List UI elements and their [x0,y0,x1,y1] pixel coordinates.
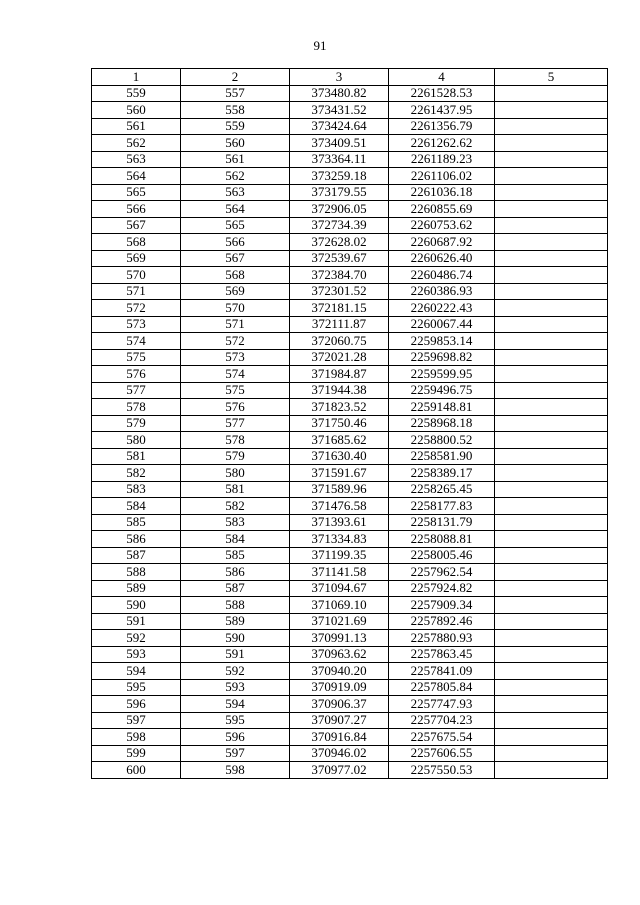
table-cell: 594 [181,696,290,713]
table-cell: 586 [181,564,290,581]
table-cell [495,349,608,366]
table-row [92,696,608,713]
table-cell: 578 [92,399,181,416]
table-cell: 577 [92,382,181,399]
table-cell [495,547,608,564]
table-cell: 582 [92,465,181,482]
table-cell: 569 [181,283,290,300]
table-cell: 371021.69 [290,613,389,630]
table-row [92,613,608,630]
table-row [92,646,608,663]
table-cell: 589 [181,613,290,630]
table-cell: 592 [181,663,290,680]
table-cell: 588 [181,597,290,614]
table-row [92,300,608,317]
table-cell [495,366,608,383]
table-cell: 2257606.55 [389,745,495,762]
table-cell: 2259599.95 [389,366,495,383]
table-cell: 574 [92,333,181,350]
table-cell: 372021.28 [290,349,389,366]
table-row [92,184,608,201]
table-cell: 591 [181,646,290,663]
table-cell: 2260753.62 [389,217,495,234]
table-cell: 371393.61 [290,514,389,531]
table-cell: 371984.87 [290,366,389,383]
table-cell: 591 [92,613,181,630]
table-cell [495,432,608,449]
table-cell: 578 [181,432,290,449]
table-cell: 575 [92,349,181,366]
table-cell [495,630,608,647]
table-cell: 573 [92,316,181,333]
table-cell: 371199.35 [290,547,389,564]
table-cell: 585 [181,547,290,564]
table-row [92,168,608,185]
table-cell: 584 [181,531,290,548]
table-cell [495,646,608,663]
table-cell: 588 [92,564,181,581]
table-row [92,762,608,779]
table-row [92,481,608,498]
table-cell [495,234,608,251]
table-cell: 559 [181,118,290,135]
table-cell: 370907.27 [290,712,389,729]
table-cell: 370940.20 [290,663,389,680]
table-cell: 577 [181,415,290,432]
table-cell: 563 [181,184,290,201]
table-cell: 562 [181,168,290,185]
table-cell [495,399,608,416]
table-cell: 567 [92,217,181,234]
table-cell [495,382,608,399]
table-cell [495,135,608,152]
table-cell: 372539.67 [290,250,389,267]
table-cell: 371334.83 [290,531,389,548]
table-cell: 575 [181,382,290,399]
table-cell [495,267,608,284]
table-cell: 2260855.69 [389,201,495,218]
table-cell: 370963.62 [290,646,389,663]
table-row [92,448,608,465]
table-cell: 371823.52 [290,399,389,416]
table-cell: 2257675.54 [389,729,495,746]
table-cell: 589 [92,580,181,597]
table-cell: 576 [181,399,290,416]
table-cell [495,481,608,498]
table-row [92,316,608,333]
table-cell [495,514,608,531]
table-row [92,415,608,432]
table-cell: 576 [92,366,181,383]
table-cell: 2261437.95 [389,102,495,119]
table-cell: 2261036.18 [389,184,495,201]
table-cell: 571 [92,283,181,300]
table-cell: 372301.52 [290,283,389,300]
table-cell: 373480.82 [290,85,389,102]
table-cell: 558 [181,102,290,119]
table-cell: 586 [92,531,181,548]
table-cell: 573 [181,349,290,366]
table-cell: 593 [181,679,290,696]
table-cell: 570 [181,300,290,317]
table-cell: 595 [181,712,290,729]
table-cell [495,745,608,762]
table-row [92,580,608,597]
table-cell: 574 [181,366,290,383]
table-cell: 2257892.46 [389,613,495,630]
table-row [92,102,608,119]
table-row [92,432,608,449]
table-cell: 581 [181,481,290,498]
table-cell: 2258968.18 [389,415,495,432]
table-cell: 370906.37 [290,696,389,713]
coordinates-table [91,68,608,779]
table-cell: 594 [92,663,181,680]
table-cell: 371094.67 [290,580,389,597]
column-header: 5 [495,69,608,86]
table-cell: 2259148.81 [389,399,495,416]
table-cell: 2261106.02 [389,168,495,185]
table-row [92,679,608,696]
table-cell: 371141.58 [290,564,389,581]
table-cell: 371750.46 [290,415,389,432]
table-cell: 2261262.62 [389,135,495,152]
table-row [92,399,608,416]
table-cell [495,201,608,218]
table-row [92,333,608,350]
table-body [92,85,608,778]
table-cell [495,663,608,680]
table-row [92,217,608,234]
table-cell: 2260067.44 [389,316,495,333]
table-row [92,267,608,284]
table-cell: 373364.11 [290,151,389,168]
table-cell [495,597,608,614]
table-cell: 595 [92,679,181,696]
table-cell: 371476.58 [290,498,389,515]
table-cell [495,498,608,515]
table-cell [495,184,608,201]
table-cell: 373431.52 [290,102,389,119]
table-cell: 2257863.45 [389,646,495,663]
table-cell: 599 [92,745,181,762]
table-cell: 587 [181,580,290,597]
table-cell: 2258177.83 [389,498,495,515]
table-cell [495,696,608,713]
table-cell [495,613,608,630]
table-cell: 571 [181,316,290,333]
table-cell: 583 [181,514,290,531]
table-cell: 565 [92,184,181,201]
table-row [92,283,608,300]
table-cell [495,762,608,779]
table-cell: 568 [181,267,290,284]
table-cell: 2258800.52 [389,432,495,449]
table-row [92,85,608,102]
table-cell: 2257880.93 [389,630,495,647]
table-row [92,135,608,152]
table-cell: 371069.10 [290,597,389,614]
table-cell: 370991.13 [290,630,389,647]
table-cell: 566 [181,234,290,251]
table-cell: 563 [92,151,181,168]
table-cell: 580 [92,432,181,449]
column-header: 4 [389,69,495,86]
table-cell: 580 [181,465,290,482]
table-cell: 373409.51 [290,135,389,152]
table-cell: 372734.39 [290,217,389,234]
table-cell: 2261189.23 [389,151,495,168]
column-header: 1 [92,69,181,86]
table-cell [495,250,608,267]
table-row [92,349,608,366]
table-cell: 2259496.75 [389,382,495,399]
table-cell: 2257747.93 [389,696,495,713]
table-row [92,366,608,383]
table-cell: 372628.02 [290,234,389,251]
table-cell: 2260222.43 [389,300,495,317]
table-cell: 2257909.34 [389,597,495,614]
table-cell: 559 [92,85,181,102]
table-cell [495,102,608,119]
table-cell [495,333,608,350]
table-cell: 2258088.81 [389,531,495,548]
table-cell: 371591.67 [290,465,389,482]
table-cell [495,580,608,597]
table-cell: 560 [92,102,181,119]
table-header-row [92,69,608,86]
table-cell: 370916.84 [290,729,389,746]
table-cell: 566 [92,201,181,218]
table-cell: 370919.09 [290,679,389,696]
table-cell: 561 [181,151,290,168]
table-cell: 569 [92,250,181,267]
table-cell: 371685.62 [290,432,389,449]
table-row [92,465,608,482]
table-cell: 371944.38 [290,382,389,399]
table-cell: 370977.02 [290,762,389,779]
table-cell: 570 [92,267,181,284]
table-cell: 2257924.82 [389,580,495,597]
table-row [92,729,608,746]
table-cell [495,168,608,185]
table-cell [495,729,608,746]
table-cell [495,531,608,548]
table-cell: 372384.70 [290,267,389,284]
table-cell: 572 [181,333,290,350]
table-cell [495,679,608,696]
table-cell: 598 [92,729,181,746]
table-cell [495,465,608,482]
table-row [92,745,608,762]
table-cell: 590 [92,597,181,614]
column-header: 3 [290,69,389,86]
table-cell [495,300,608,317]
table-cell [495,316,608,333]
table-row [92,547,608,564]
table-cell [495,564,608,581]
table-cell: 373424.64 [290,118,389,135]
table-cell: 2260687.92 [389,234,495,251]
table-cell: 370946.02 [290,745,389,762]
table-row [92,201,608,218]
table-cell: 2257841.09 [389,663,495,680]
table-cell: 2258265.45 [389,481,495,498]
table-cell: 584 [92,498,181,515]
table-row [92,663,608,680]
table-cell [495,85,608,102]
table-cell: 590 [181,630,290,647]
table-cell: 592 [92,630,181,647]
table-cell: 2260386.93 [389,283,495,300]
table-cell: 372906.05 [290,201,389,218]
table-cell [495,415,608,432]
table-cell: 371589.96 [290,481,389,498]
table-cell: 372111.87 [290,316,389,333]
table-cell: 564 [92,168,181,185]
table-cell: 582 [181,498,290,515]
table-cell [495,118,608,135]
table-cell: 596 [181,729,290,746]
table-cell: 372181.15 [290,300,389,317]
table-cell: 581 [92,448,181,465]
table-cell: 371630.40 [290,448,389,465]
table-cell: 557 [181,85,290,102]
table-cell: 2257805.84 [389,679,495,696]
table-cell: 565 [181,217,290,234]
table-cell: 564 [181,201,290,218]
table-cell: 2259698.82 [389,349,495,366]
table-row [92,564,608,581]
table-cell: 587 [92,547,181,564]
table-cell [495,217,608,234]
table-cell: 585 [92,514,181,531]
table-cell: 597 [181,745,290,762]
table-cell: 598 [181,762,290,779]
table-cell: 579 [92,415,181,432]
table-cell: 2257704.23 [389,712,495,729]
table-cell: 561 [92,118,181,135]
table-cell: 593 [92,646,181,663]
table-row [92,597,608,614]
table-cell: 568 [92,234,181,251]
table-cell: 596 [92,696,181,713]
table-cell: 2257962.54 [389,564,495,581]
table-cell: 2257550.53 [389,762,495,779]
table-cell: 2261356.79 [389,118,495,135]
table-row [92,118,608,135]
table-row [92,250,608,267]
table-row [92,531,608,548]
table-cell: 2260626.40 [389,250,495,267]
table-row [92,630,608,647]
table-cell: 560 [181,135,290,152]
table-row [92,498,608,515]
table-cell: 562 [92,135,181,152]
table-cell [495,283,608,300]
table-cell: 597 [92,712,181,729]
table-cell [495,448,608,465]
page-number: 91 [313,38,327,53]
table-cell: 372060.75 [290,333,389,350]
table-row [92,514,608,531]
table-cell: 600 [92,762,181,779]
table-row [92,382,608,399]
table-cell: 373179.55 [290,184,389,201]
table-row [92,234,608,251]
table-cell: 583 [92,481,181,498]
table-cell: 2258581.90 [389,448,495,465]
table-cell: 2261528.53 [389,85,495,102]
table-cell: 2258131.79 [389,514,495,531]
table-cell [495,712,608,729]
table-cell: 2260486.74 [389,267,495,284]
table-row [92,151,608,168]
table-cell: 572 [92,300,181,317]
table-cell [495,151,608,168]
table-cell: 567 [181,250,290,267]
table-cell: 2258005.46 [389,547,495,564]
table-cell: 2258389.17 [389,465,495,482]
table-cell: 2259853.14 [389,333,495,350]
table-cell: 579 [181,448,290,465]
table-row [92,712,608,729]
column-header: 2 [181,69,290,86]
table-cell: 373259.18 [290,168,389,185]
